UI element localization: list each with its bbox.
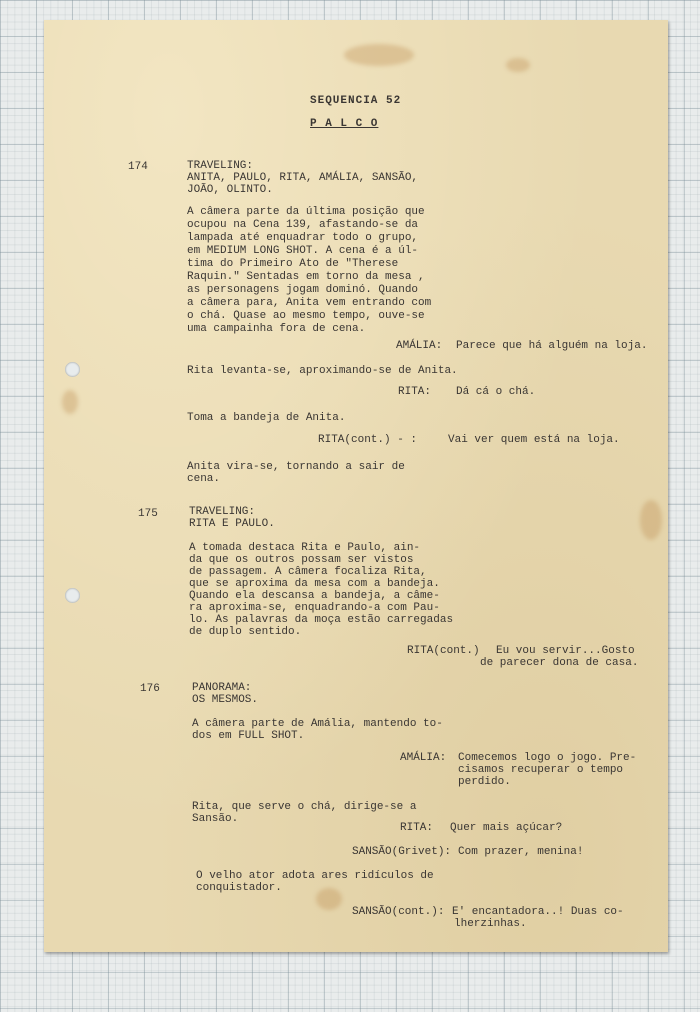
action-line: lampada até enquadrar todo o grupo, (187, 232, 419, 244)
scene-heading-line: JOÃO, OLINTO. (187, 184, 273, 196)
action-line: A câmera parte de Amália, mantendo to- (192, 718, 443, 730)
dialogue-text: cisamos recuperar o tempo (458, 764, 624, 776)
scene-number: 176 (140, 683, 160, 695)
dialogue-text: Vai ver quem está na loja. (448, 434, 620, 446)
dialogue-speaker: RITA(cont.) - : (318, 434, 418, 446)
action-line: de passagem. A câmera focaliza Rita, (189, 566, 427, 578)
dialogue-speaker: AMÁLIA: (396, 340, 443, 352)
stain (316, 888, 342, 910)
location-heading: P A L C O (310, 118, 379, 130)
action-line: A tomada destaca Rita e Paulo, ain- (189, 542, 421, 554)
scene-heading-line: OS MESMOS. (192, 694, 259, 706)
dialogue-text: E' encantadora..! Duas co- (452, 906, 624, 918)
dialogue-speaker: RITA: (398, 386, 432, 398)
dialogue-text: Eu vou servir...Gosto (496, 645, 635, 657)
dialogue-text: de parecer dona de casa. (480, 657, 639, 669)
action-line: de duplo sentido. (189, 626, 302, 638)
dialogue-text: lherzinhas. (454, 918, 527, 930)
action-line: uma campainha fora de cena. (187, 323, 366, 335)
action-line: em MEDIUM LONG SHOT. A cena é a úl- (187, 245, 419, 257)
scene-number: 175 (138, 508, 158, 520)
action-line: Rita levanta-se, aproximando-se de Anita. (187, 365, 458, 377)
action-line: dos em FULL SHOT. (192, 730, 305, 742)
action-line: a câmera para, Anita vem entrando com (187, 297, 432, 309)
punch-hole-bottom (65, 588, 80, 603)
stain (506, 58, 530, 72)
stain (62, 390, 78, 414)
dialogue-speaker: RITA(cont.) (407, 645, 480, 657)
dialogue-speaker: AMÁLIA: (400, 752, 447, 764)
action-line: cena. (187, 473, 221, 485)
scene-heading-line: RITA E PAULO. (189, 518, 275, 530)
stain (344, 44, 414, 66)
action-line: lo. As palavras da moça estão carregadas (189, 614, 454, 626)
action-line: ocupou na Cena 139, afastando-se da (187, 219, 419, 231)
action-line: Toma a bandeja de Anita. (187, 412, 346, 424)
punch-hole-top (65, 362, 80, 377)
action-line: Sansão. (192, 813, 239, 825)
dialogue-speaker: SANSÃO(Grivet): (352, 846, 452, 858)
dialogue-text: Dá cá o chá. (456, 386, 536, 398)
script-page (44, 20, 668, 952)
action-line: que se aproxima da mesa com a bandeja. (189, 578, 440, 590)
scene-heading-line: ANITA, PAULO, RITA, AMÁLIA, SANSÃO, (187, 172, 419, 184)
action-line: Raquin." Sentadas em torno da mesa , (187, 271, 425, 283)
dialogue-text: Quer mais açúcar? (450, 822, 563, 834)
action-line: as personagens jogam dominó. Quando (187, 284, 419, 296)
action-line: conquistador. (196, 882, 282, 894)
scene-heading-line: PANORAMA: (192, 682, 252, 694)
action-line: Quando ela descansa a bandeja, a câme- (189, 590, 440, 602)
stain (640, 500, 662, 540)
dialogue-text: perdido. (458, 776, 511, 788)
sequence-heading: SEQUENCIA 52 (310, 95, 402, 107)
dialogue-text: Com prazer, menina! (458, 846, 584, 858)
scene-number: 174 (128, 161, 148, 173)
action-line: Rita, que serve o chá, dirige-se a (192, 801, 417, 813)
action-line: o chá. Quase ao mesmo tempo, ouve-se (187, 310, 425, 322)
dialogue-speaker: SANSÃO(cont.): (352, 906, 445, 918)
scene-heading-line: TRAVELING: (187, 160, 254, 172)
scene-heading-line: TRAVELING: (189, 506, 256, 518)
action-line: tima do Primeiro Ato de "Therese (187, 258, 399, 270)
action-line: O velho ator adota ares ridículos de (196, 870, 434, 882)
dialogue-text: Comecemos logo o jogo. Pre- (458, 752, 637, 764)
action-line: da que os outros possam ser vistos (189, 554, 414, 566)
action-line: Anita vira-se, tornando a sair de (187, 461, 405, 473)
action-line: A câmera parte da última posição que (187, 206, 425, 218)
dialogue-speaker: RITA: (400, 822, 434, 834)
action-line: ra aproxima-se, enquadrando-a com Pau- (189, 602, 440, 614)
dialogue-text: Parece que há alguém na loja. (456, 340, 648, 352)
